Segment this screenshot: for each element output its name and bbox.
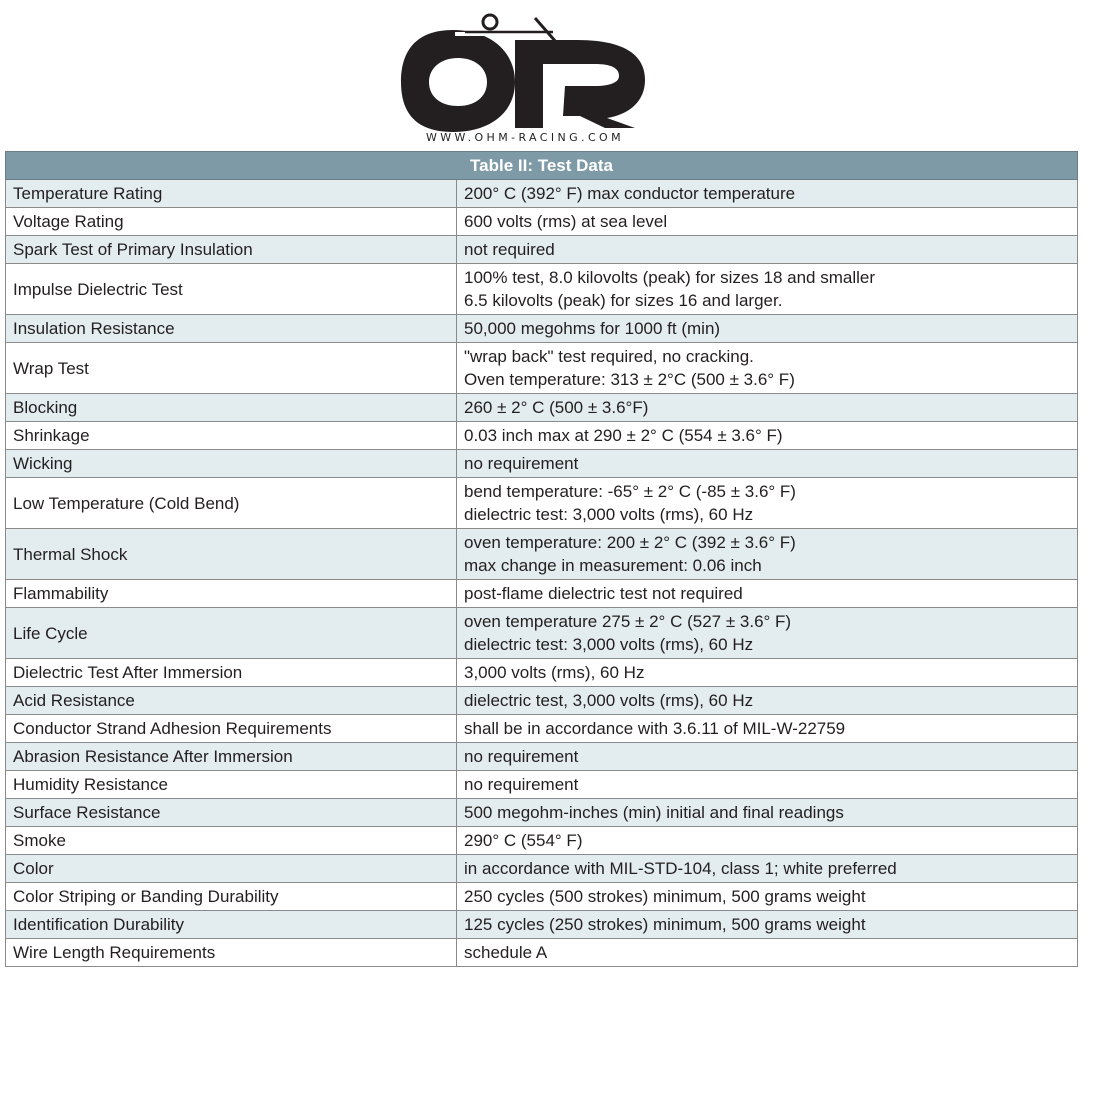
test-requirement-cell [457, 855, 1078, 883]
test-name-cell: Insulation Resistance [6, 315, 457, 343]
requirement-line: 200° C (392° F) max conductor temperature [464, 184, 796, 203]
requirement-line: 260 ± 2° C (500 ± 3.6°F) [464, 398, 649, 417]
test-requirement-cell [457, 911, 1078, 939]
table-row [6, 478, 1078, 529]
test-name-cell: Abrasion Resistance After Immersion [6, 743, 457, 771]
test-name-cell: Wicking [6, 450, 457, 478]
requirement-line: 600 volts (rms) at sea level [464, 212, 668, 231]
requirement-line: dielectric test: 3,000 volts (rms), 60 Hz [464, 635, 754, 654]
requirement-line: "wrap back" test required, no cracking. [464, 347, 754, 366]
table-row [6, 939, 1078, 967]
test-requirement-cell [457, 450, 1078, 478]
test-requirement-cell [457, 608, 1078, 659]
table-row [6, 264, 1078, 315]
table-row [6, 529, 1078, 580]
table-row [6, 855, 1078, 883]
ohm-racing-logo [395, 10, 655, 150]
website-url: WWW.OHM-RACING.COM [426, 131, 624, 144]
table-title: Table II: Test Data [6, 152, 1078, 180]
requirement-line: dielectric test, 3,000 volts (rms), 60 Hz [464, 691, 754, 710]
test-name-cell: Shrinkage [6, 422, 457, 450]
test-requirement-cell [457, 580, 1078, 608]
or-logo-mark [395, 10, 655, 135]
table-row [6, 180, 1078, 208]
requirement-line: 100% test, 8.0 kilovolts (peak) for sizes 18 and smaller [464, 268, 876, 287]
requirement-line: max change in measurement: 0.06 inch [464, 556, 762, 575]
requirement-line: 290° C (554° F) [464, 831, 583, 850]
table-row [6, 743, 1078, 771]
requirement-line: 125 cycles (250 strokes) minimum, 500 grams weight [464, 915, 866, 934]
table-row [6, 687, 1078, 715]
requirement-line: 250 cycles (500 strokes) minimum, 500 grams weight [464, 887, 866, 906]
requirement-line: 0.03 inch max at 290 ± 2° C (554 ± 3.6° F) [464, 426, 783, 445]
test-requirement-cell [457, 827, 1078, 855]
requirement-line: 3,000 volts (rms), 60 Hz [464, 663, 645, 682]
table-row [6, 771, 1078, 799]
test-name-cell: Color [6, 855, 457, 883]
table-row [6, 236, 1078, 264]
requirement-line: 500 megohm-inches (min) initial and final readings [464, 803, 844, 822]
test-name-cell: Temperature Rating [6, 180, 457, 208]
test-name-cell: Blocking [6, 394, 457, 422]
requirement-line: no requirement [464, 775, 579, 794]
test-requirement-cell [457, 478, 1078, 529]
table-row [6, 883, 1078, 911]
test-name-cell: Conductor Strand Adhesion Requirements [6, 715, 457, 743]
test-requirement-cell [457, 529, 1078, 580]
test-requirement-cell [457, 394, 1078, 422]
requirement-line: Oven temperature: 313 ± 2°C (500 ± 3.6° F) [464, 370, 795, 389]
test-requirement-cell [457, 659, 1078, 687]
test-requirement-cell [457, 208, 1078, 236]
table-row [6, 343, 1078, 394]
test-name-cell: Spark Test of Primary Insulation [6, 236, 457, 264]
table-row [6, 208, 1078, 236]
test-requirement-cell [457, 315, 1078, 343]
requirement-line: bend temperature: -65° ± 2° C (-85 ± 3.6° F) [464, 482, 796, 501]
test-name-cell: Humidity Resistance [6, 771, 457, 799]
test-name-cell: Surface Resistance [6, 799, 457, 827]
table-row [6, 315, 1078, 343]
table-header-row [6, 152, 1078, 180]
table-row [6, 422, 1078, 450]
table-row [6, 911, 1078, 939]
test-requirement-cell [457, 715, 1078, 743]
table-row [6, 715, 1078, 743]
table-row [6, 580, 1078, 608]
requirement-line: oven temperature: 200 ± 2° C (392 ± 3.6° F) [464, 533, 796, 552]
test-name-cell: Voltage Rating [6, 208, 457, 236]
test-name-cell: Dielectric Test After Immersion [6, 659, 457, 687]
test-requirement-cell [457, 236, 1078, 264]
test-name-cell: Identification Durability [6, 911, 457, 939]
requirement-line: 50,000 megohms for 1000 ft (min) [464, 319, 721, 338]
requirement-line: not required [464, 240, 555, 259]
table-row [6, 608, 1078, 659]
test-requirement-cell [457, 743, 1078, 771]
test-requirement-cell [457, 180, 1078, 208]
table-row [6, 659, 1078, 687]
test-requirement-cell [457, 939, 1078, 967]
requirement-line: no requirement [464, 454, 579, 473]
test-name-cell: Acid Resistance [6, 687, 457, 715]
requirement-line: shall be in accordance with 3.6.11 of MIL-W-22759 [464, 719, 846, 738]
test-requirement-cell [457, 343, 1078, 394]
table-body [6, 180, 1078, 967]
requirement-line: 6.5 kilovolts (peak) for sizes 16 and larger. [464, 291, 783, 310]
table-row [6, 827, 1078, 855]
requirement-line: in accordance with MIL-STD-104, class 1; white preferred [464, 859, 897, 878]
test-requirement-cell [457, 422, 1078, 450]
test-name-cell: Life Cycle [6, 608, 457, 659]
test-name-cell: Impulse Dielectric Test [6, 264, 457, 315]
requirement-line: post-flame dielectric test not required [464, 584, 743, 603]
test-name-cell: Color Striping or Banding Durability [6, 883, 457, 911]
test-name-cell: Thermal Shock [6, 529, 457, 580]
requirement-line: schedule A [464, 943, 548, 962]
test-requirement-cell [457, 883, 1078, 911]
test-data-table [5, 151, 1078, 967]
table-row [6, 799, 1078, 827]
test-requirement-cell [457, 771, 1078, 799]
test-requirement-cell [457, 264, 1078, 315]
requirement-line: oven temperature 275 ± 2° C (527 ± 3.6° F) [464, 612, 792, 631]
test-name-cell: Smoke [6, 827, 457, 855]
test-requirement-cell [457, 687, 1078, 715]
test-name-cell: Wrap Test [6, 343, 457, 394]
requirement-line: dielectric test: 3,000 volts (rms), 60 Hz [464, 505, 754, 524]
test-name-cell: Low Temperature (Cold Bend) [6, 478, 457, 529]
test-name-cell: Wire Length Requirements [6, 939, 457, 967]
table-row [6, 450, 1078, 478]
requirement-line: no requirement [464, 747, 579, 766]
test-requirement-cell [457, 799, 1078, 827]
test-name-cell: Flammability [6, 580, 457, 608]
table-row [6, 394, 1078, 422]
